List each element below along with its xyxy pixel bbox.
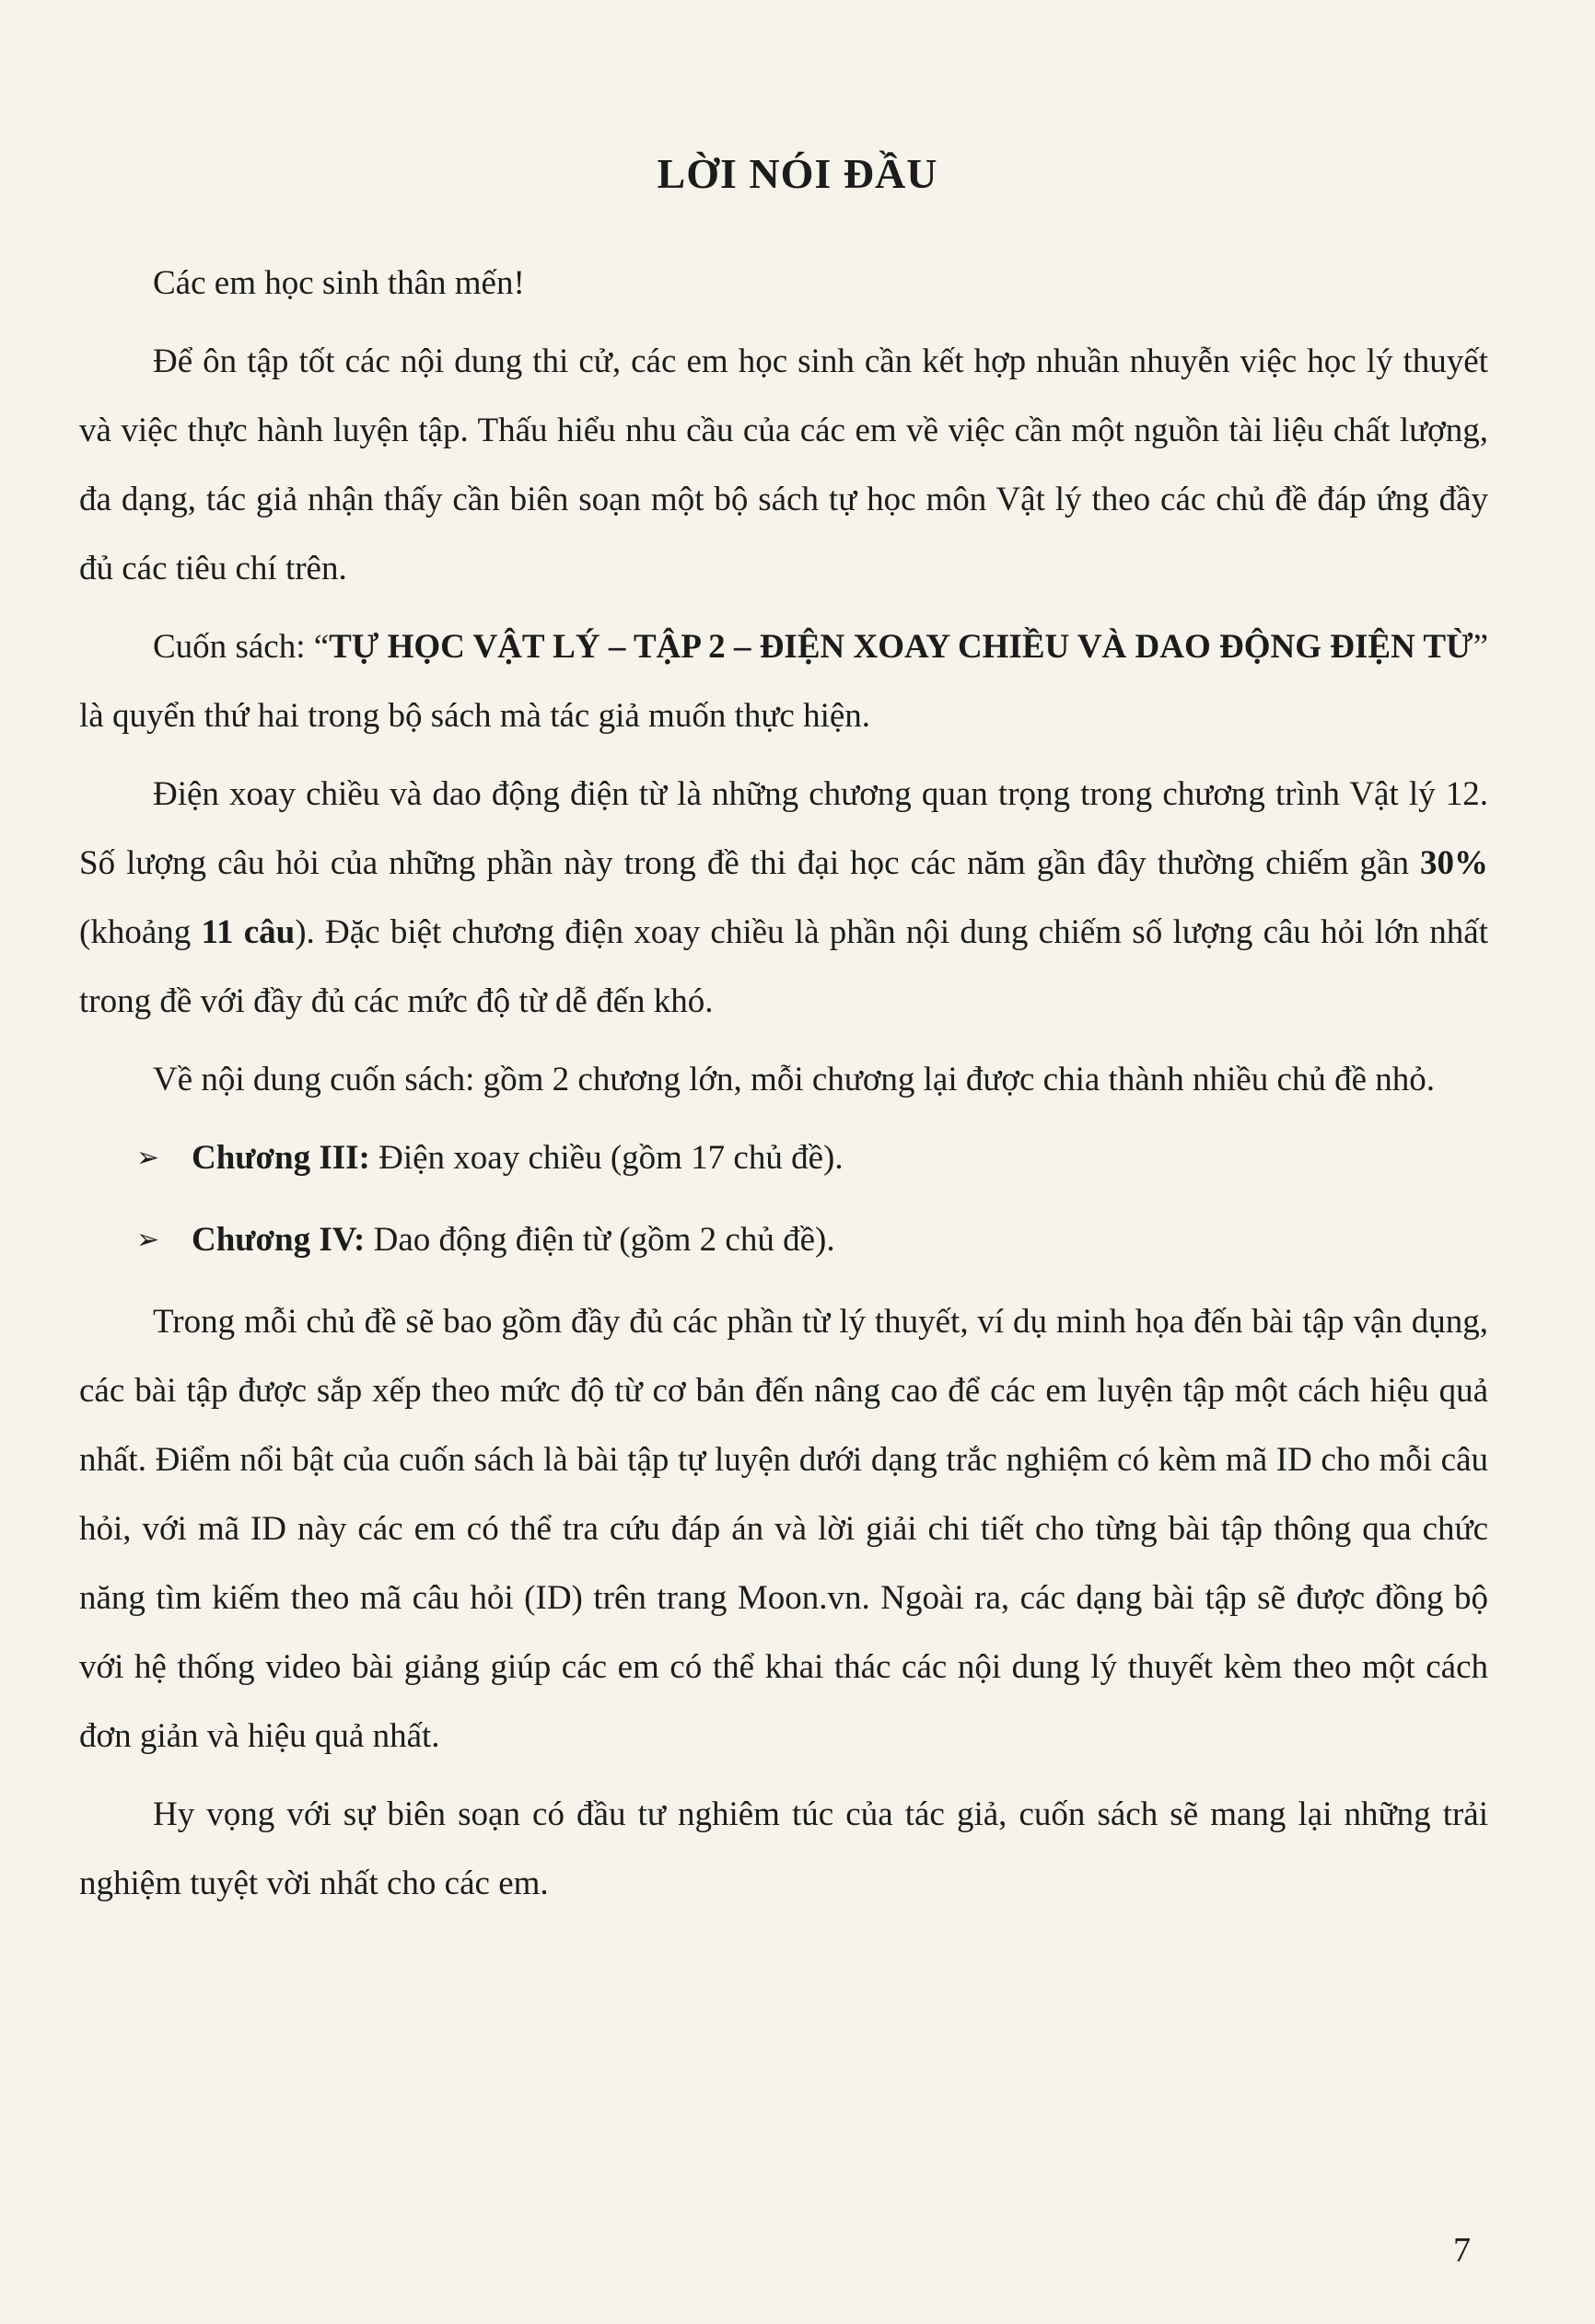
chapter-item-3 xyxy=(79,1123,1488,1192)
percent-highlight: 30% xyxy=(1420,844,1488,882)
importance-text-2: (khoảng xyxy=(79,913,202,951)
page-number: 7 xyxy=(1453,2231,1471,2270)
paragraph-study-approach: Để ôn tập tốt các nội dung thi cử, các em học sinh cần kết hợp nhuần nhuyễn việc học lý thuyết và việc thực hành luyện tập. Thấu hiểu nhu cầu của các em về việc cần một nguồn tài liệu chất lượng, đa dạng, tác giả nhận thấy cần biên soạn một bộ sách tự học môn Vật lý theo các chủ đề đáp ứng đầy đủ các tiêu chí trên. xyxy=(79,343,1488,587)
page-title: LỜI NÓI ĐẦU xyxy=(657,150,938,197)
chapter-label: Chương IV: xyxy=(192,1221,366,1259)
paragraph-book-intro xyxy=(79,612,1488,750)
greeting: Các em học sinh thân mến! xyxy=(153,264,525,302)
chapter-label: Chương III: xyxy=(192,1139,370,1177)
chapter-text: Điện xoay chiều (gồm 17 chủ đề). xyxy=(369,1139,844,1177)
paragraph-closing: Hy vọng với sự biên soạn có đầu tư nghiêm túc của tác giả, cuốn sách sẽ mang lại những trải nghiệm tuyệt vời nhất cho các em. xyxy=(79,1795,1488,1902)
arrow-bullet-icon: ➢ xyxy=(136,1143,160,1173)
paragraph-content-overview: Về nội dung cuốn sách: gồm 2 chương lớn, mỗi chương lại được chia thành nhiều chủ đề nhỏ. xyxy=(153,1061,1436,1098)
paragraph-features: Trong mỗi chủ đề sẽ bao gồm đầy đủ các phần từ lý thuyết, ví dụ minh họa đến bài tập vận dụng, các bài tập được sắp xếp theo mức độ từ cơ bản đến nâng cao để các em luyện tập một cách hiệu quả nhất. Điểm nổi bật của cuốn sách là bài tập tự luyện dưới dạng trắc nghiệm có kèm mã ID cho mỗi câu hỏi, với mã ID này các em có thể tra cứu đáp án và lời giải chi tiết cho từng bài tập thông qua chức năng tìm kiếm theo mã câu hỏi (ID) trên trang Moon.vn. Ngoài ra, các dạng bài tập sẽ được đồng bộ với hệ thống video bài giảng giúp các em có thể khai thác các nội dung lý thuyết kèm theo một cách đơn giản và hiệu quả nhất. xyxy=(79,1303,1488,1755)
importance-text-1: Điện xoay chiều và dao động điện từ là những chương quan trọng trong chương trình Vật lý 12. Số lượng câu hỏi của những phần này trong đề thi đại học các năm gần đây thường chiếm gần xyxy=(79,775,1488,882)
book-title: TỰ HỌC VẬT LÝ – TẬP 2 – ĐIỆN XOAY CHIỀU VÀ DAO ĐỘNG ĐIỆN TỪ xyxy=(329,628,1473,666)
importance-text-3: ). Đặc biệt chương điện xoay chiều là phần nội dung chiếm số lượng câu hỏi lớn nhất trong đề với đầy đủ các mức độ từ dễ đến khó. xyxy=(79,913,1488,1020)
paragraph-importance xyxy=(79,760,1488,1036)
question-count-highlight: 11 câu xyxy=(201,913,296,951)
preface-body xyxy=(79,249,1488,1927)
arrow-bullet-icon: ➢ xyxy=(136,1225,160,1255)
chapter-text: Dao động điện từ (gồm 2 chủ đề). xyxy=(365,1221,835,1259)
book-intro-prefix: Cuốn sách: “ xyxy=(153,628,330,666)
chapter-item-4 xyxy=(79,1205,1488,1274)
book-intro-suffix: ” là quyển thứ hai trong bộ sách mà tác giả muốn thực hiện. xyxy=(79,628,1488,735)
